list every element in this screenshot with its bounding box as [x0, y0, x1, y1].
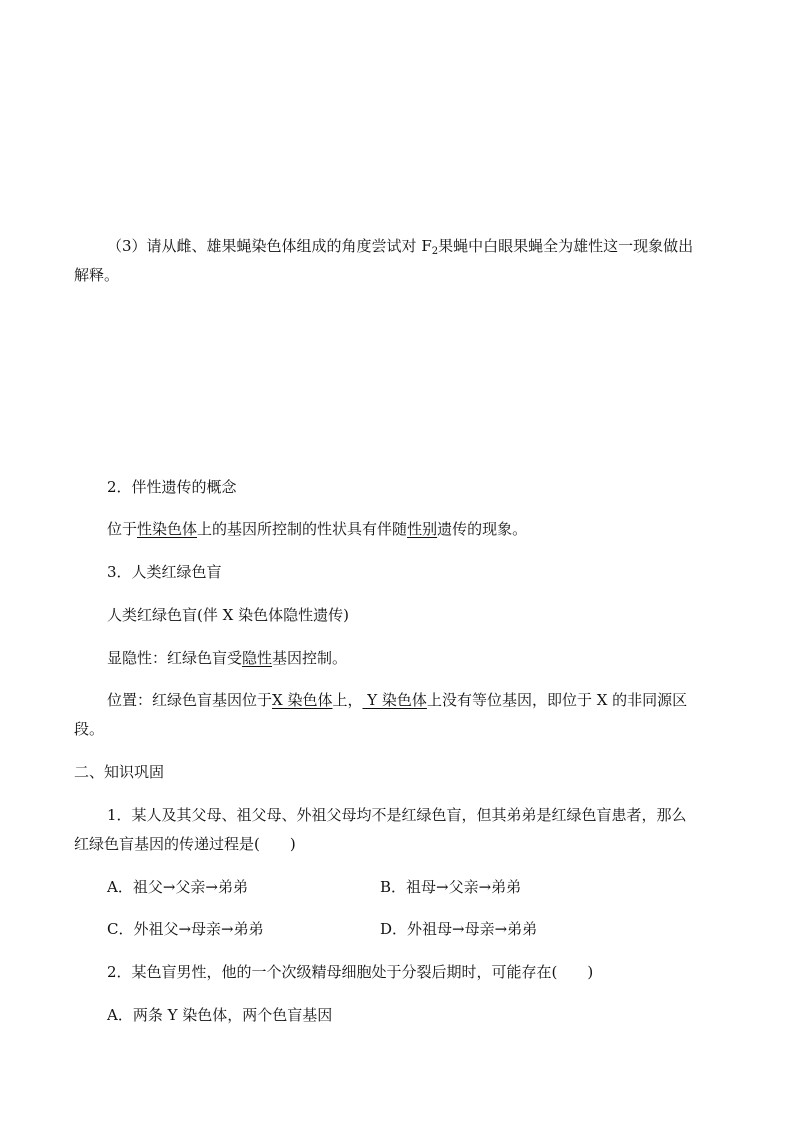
sec3-pos-a: 位置：红绿色盲基因位于 — [107, 691, 273, 709]
sec3-dom-a: 显隐性：红绿色盲受 — [107, 649, 243, 667]
q3-line2: 解释。 — [74, 266, 120, 284]
q3-line1 — [107, 236, 693, 262]
q1-stem-line1: 1．某人及其父母、祖父母、外祖父母均不是红绿色盲，但其弟弟是红绿色盲患者，那么 — [107, 806, 687, 824]
sec3-dom-underline: 隐性 — [242, 649, 273, 667]
sec2-def-underline-sex: 性别 — [407, 520, 438, 538]
q3-subscript: 2 — [431, 246, 439, 257]
sec2-def-c: 随 — [392, 520, 408, 538]
sec3-title: 3．人类红绿色盲 — [107, 563, 222, 581]
q3-text-b: 果蝇中白眼果蝇全为雄性这一现象做出 — [438, 237, 694, 255]
part2-title: 二、知识巩固 — [74, 763, 165, 781]
q1-option-b: B．祖母→父亲→弟弟 — [380, 878, 522, 896]
sec2-def-b: 上的基因所控制的性状具有伴 — [197, 520, 393, 538]
sec3-position-line1 — [107, 690, 687, 710]
sec3-dom-b: 基因控制。 — [272, 649, 348, 667]
sec3-subtitle: 人类红绿色盲(伴 X 染色体隐性遗传) — [107, 606, 349, 624]
sec3-position-line2: 段。 — [74, 720, 105, 738]
sec3-pos-underline-x: X 染色体 — [272, 691, 333, 709]
q1-option-c: C．外祖父→母亲→弟弟 — [107, 920, 264, 938]
q2-stem: 2．某色盲男性，他的一个次级精母细胞处于分裂后期时，可能存在( ) — [107, 963, 594, 981]
sec2-def-a: 位于 — [107, 520, 138, 538]
sec2-def-underline-sex-chromosome: 性染色体 — [137, 520, 198, 538]
sec2-title: 2．伴性遗传的概念 — [107, 478, 237, 496]
sec3-pos-c: 上没有等位基因，即位于 X 的非同源区 — [426, 691, 688, 709]
q1-option-d: D．外祖母→母亲→弟弟 — [380, 920, 538, 938]
q3-label: （3） — [107, 237, 147, 255]
q3-text-a: 请从雌、雄果蝇染色体组成的角度尝试对 F — [146, 237, 432, 255]
sec3-pos-underline-y: Y 染色体 — [362, 691, 427, 709]
q1-option-a: A．祖父→父亲→弟弟 — [107, 878, 248, 896]
q1-stem-line2: 红绿色盲基因的传递过程是( ) — [74, 835, 296, 853]
sec3-pos-b: 上， — [332, 691, 363, 709]
sec3-dominance — [107, 648, 347, 668]
sec2-def-d: 遗传的现象。 — [437, 520, 528, 538]
q2-option-a: A．两条 Y 染色体，两个色盲基因 — [107, 1006, 333, 1024]
sec2-definition — [107, 519, 527, 539]
